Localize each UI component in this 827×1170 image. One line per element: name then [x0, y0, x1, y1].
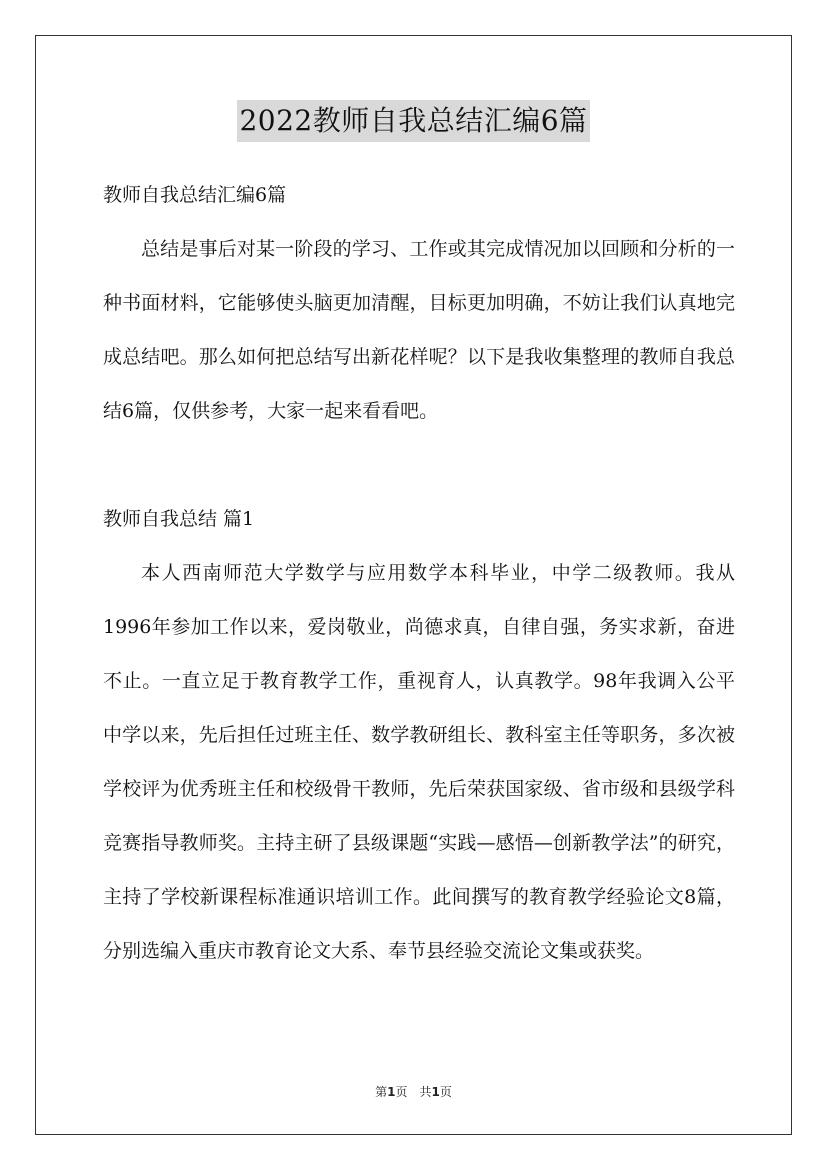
page-footer [0, 1084, 827, 1100]
document-title [0, 100, 827, 142]
document-title-text: 2022教师自我总结汇编6篇 [237, 100, 589, 142]
page-number: 1 [387, 1085, 396, 1099]
total-suffix: 页 [439, 1085, 452, 1099]
section-body: 本人西南师范大学数学与应用数学本科毕业，中学二级教师。我从1996年参加工作以来，爱岗敬业，尚德求真，自律自强，务实求新，奋进不止。一直立足于教育教学工作，重视育人，认真教学。98年我调入公平中学以来，先后担任过班主任、数学教研组长、教科室主任等职务，多次被学校评为优秀班主任和校级骨干教师，先后荣获国家级、省市级和县级学科竞赛指导教师奖。主持主研了县级课题“实践—感悟—创新教学法”的研究，主持了学校新课程标准通识培训工作。此间撰写的教育教学经验论文8篇，分别选编入重庆市教育论文大系、奉节县经验交流论文集或获奖。 [103, 562, 735, 962]
page-prefix: 第 [375, 1085, 388, 1099]
total-pages: 1 [431, 1085, 440, 1099]
section-heading: 教师自我总结 篇1 [103, 508, 255, 530]
page-suffix: 页 [395, 1085, 408, 1099]
intro-paragraph: 总结是事后对某一阶段的学习、工作或其完成情况加以回顾和分析的一种书面材料，它能够使头脑更加清醒，目标更加明确，不妨让我们认真地完成总结吧。那么如何把总结写出新花样呢？以下是我收集整理的教师自我总结6篇，仅供参考，大家一起来看看吧。 [103, 238, 735, 422]
document-subtitle: 教师自我总结汇编6篇 [103, 184, 287, 206]
total-prefix: 共 [419, 1085, 432, 1099]
